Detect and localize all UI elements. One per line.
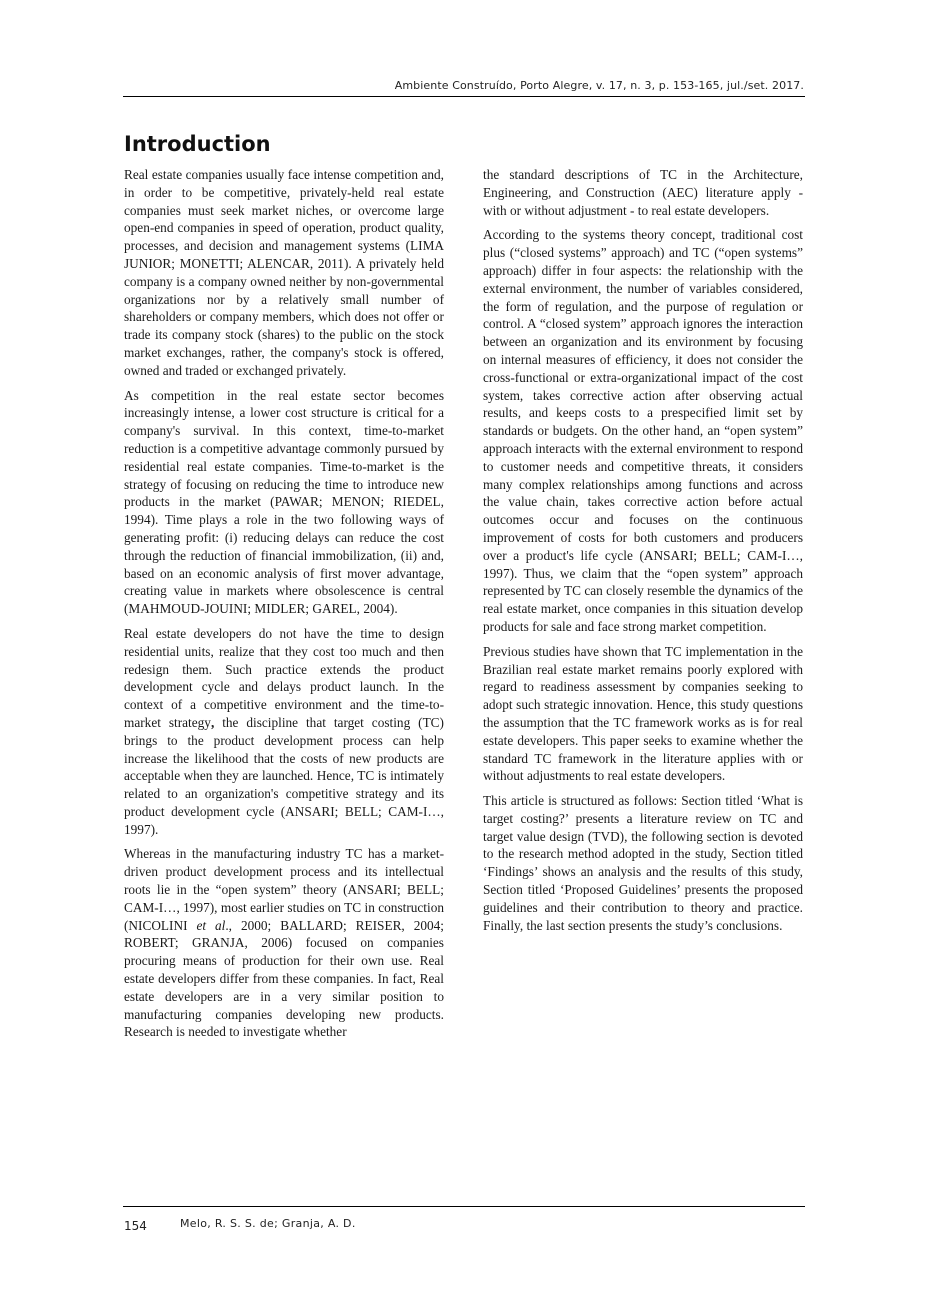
- footer-divider: [123, 1206, 805, 1207]
- page-number: 154: [124, 1219, 147, 1233]
- paragraph-text: ., 2000; BALLARD; REISER, 2004; ROBERT; GRANJA, 2006) focused on companies procuring means of production for their own use. Real estate developers differ from these companies. In fact, Real estate developers are in a very similar position to manufacturing companies developing new products. Research is needed to investigate whether: [124, 917, 444, 1040]
- paragraph: Previous studies have shown that TC implementation in the Brazilian real estate market remains poorly explored with regard to readiness assessment by companies seeking to adopt such strategic innovation. Hence, this study questions the assumption that the TC framework works as is for real estate developers. This paper seeks to examine whether the standard TC framework in the literature applies with or without adjustments to real estate developers.: [483, 643, 803, 784]
- paragraph: As competition in the real estate sector becomes increasingly intense, a lower cost structure is critical for a company's survival. In this context, time-to-market reduction is a competitive advantage commonly pursued by residential real estate companies. Time-to-market is the strategy of focusing on reducing the time to introduce new products in the market (PAWAR; MENON; RIEDEL, 1994). Time plays a role in the two following ways of generating profit: (i) reducing delays can reduce the cost through the reduction of financial immobilization, (ii) and, based on an economic analysis of first mover advantage, creating value in markets where obsolescence is central (MAHMOUD-JOUINI; MIDLER; GAREL, 2004).: [124, 387, 444, 617]
- paragraph: According to the systems theory concept, traditional cost plus (“closed systems” approach) and TC (“open systems” approach) differ in four aspects: the relationship with the external environment, the number of variables considered, the form of regulation, and the purpose of regulation or control. A “closed system” approach ignores the interaction between an organization and its environment by focusing on internal measures of efficiency, it does not consider the cross-functional or extra-organizational impact of the cost system, takes corrective action after observing actual results, and keeps costs to a prespecified limit set by standards or budgets. On the other hand, an “open system” approach interacts with the external environment to respond to customer needs and competitive threats, it considers many complex relationships among functions and across the value chain, takes corrective action before actual outcomes occur and focuses on the continuous improvement of costs for both customers and producers over a product's life cycle (ANSARI; BELL; CAM-I…, 1997). Thus, we claim that the “open system” approach represented by TC can closely resemble the dynamics of the real estate market, once companies in this situation develop products for sale and face strong market competition.: [483, 227, 803, 634]
- paragraph: [124, 845, 444, 1041]
- paragraph: This article is structured as follows: Section titled ‘What is target costing?’ presents a literature review on TC and target value design (TVD), the following section is devoted to the research method adopted in the study, Section titled ‘Findings’ shows an analysis and the results of this study, Section titled ‘Proposed Guidelines’ presents the proposed guidelines and their contribution to theory and practice. Finally, the last section presents the study’s conclusions.: [483, 793, 803, 933]
- paragraph: the standard descriptions of TC in the Architecture, Engineering, and Construction (AEC) literature apply - with or without adjustment - to real estate developers.: [483, 167, 803, 218]
- paragraph: [124, 625, 444, 839]
- left-column: [124, 166, 444, 1048]
- header-divider: [123, 96, 805, 97]
- bold-comma: ,: [210, 714, 215, 730]
- footer-authors: Melo, R. S. S. de; Granja, A. D.: [180, 1217, 356, 1230]
- paragraph-text: Real estate developers do not have the time to design residential units, realize that they cost too much and then redesign them. Such practice extends the product development cycle and delays product launch. In the context of a competitive environment and the time-to-market strategy: [124, 625, 444, 730]
- paragraph-text: Whereas in the manufacturing industry TC has a market-driven product development process and its intellectual roots lie in the “open system” theory (ANSARI; BELL; CAM-I…, 1997), most earlier studies on TC in construction (NICOLINI: [124, 846, 444, 933]
- italic-et-al: et al: [196, 917, 226, 933]
- section-title: Introduction: [124, 132, 271, 156]
- right-column: [483, 166, 803, 941]
- paragraph: Real estate companies usually face intense competition and, in order to be competitive, privately-held real estate companies must seek market niches, or overcome large open-end companies in speed of operation, product quality, processes, and decision and management systems (LIMA JUNIOR; MONETTI; ALENCAR, 2011). A privately held company is a company owned neither by non-governmental organizations nor by a relatively small number of shareholders or company members, which does not offer or trade its company stock (shares) to the public on the stock market exchanges, rather, the company's stock is offered, owned and traded or exchanged privately.: [124, 167, 444, 378]
- running-header: Ambiente Construído, Porto Alegre, v. 17, n. 3, p. 153-165, jul./set. 2017.: [394, 79, 804, 92]
- paragraph-text: the discipline that target costing (TC) brings to the product development process can help increase the likelihood that the costs of new products are acceptable when they are launched. Hence, TC is intimately related to an organization's competitive strategy and its product development cycle (ANSARI; BELL; CAM-I…, 1997).: [124, 714, 444, 837]
